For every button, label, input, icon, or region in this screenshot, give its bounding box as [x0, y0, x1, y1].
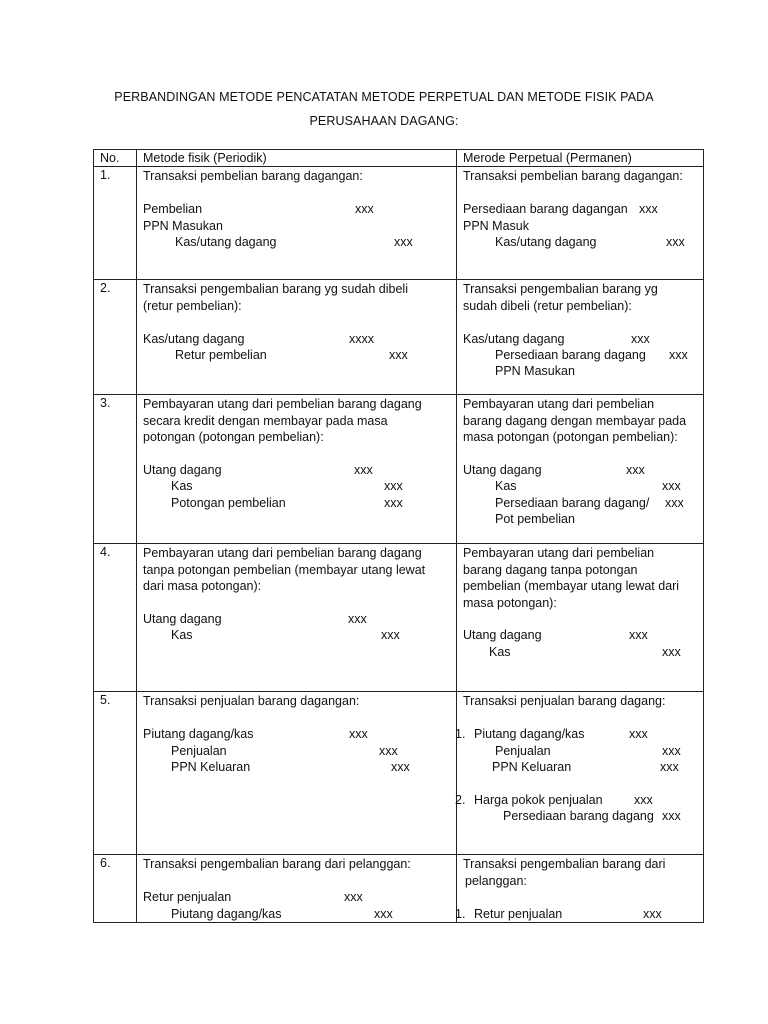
perpetual-cell: [457, 544, 704, 692]
debit-account: Utang dagang: [143, 462, 222, 477]
table-row: [94, 280, 704, 395]
credit-amount: xxx: [662, 743, 681, 758]
debit-account: PPN Masukan: [143, 218, 223, 233]
debit-amount: xxx: [643, 906, 662, 921]
credit-account: PPN Keluaran: [492, 759, 572, 774]
table-row: [94, 395, 704, 544]
fisik-description: Pembayaran utang dari pembelian barang dagang: [143, 397, 422, 412]
perpetual-description: pelanggan:: [465, 873, 527, 888]
credit-account: Kas: [171, 628, 193, 643]
document-title-line-2: PERUSAHAAN DAGANG:: [309, 114, 459, 128]
fisik-cell: [137, 280, 457, 395]
comparison-table: [93, 149, 704, 923]
debit-amount: xxx: [634, 792, 653, 807]
row-number: 6.: [94, 855, 137, 923]
debit-account: Piutang dagang/kas: [474, 727, 585, 742]
document-title-line-1: PERBANDINGAN METODE PENCATATAN METODE PERPETUAL DAN METODE FISIK PADA: [114, 90, 654, 104]
credit-account: Penjualan: [171, 743, 227, 758]
debit-amount: xxx: [629, 628, 648, 643]
credit-account: Persediaan barang dagang/: [495, 495, 650, 510]
credit-amount: xxx: [660, 759, 679, 774]
credit-amount: xxx: [384, 479, 403, 494]
credit-amount: xxx: [389, 347, 408, 362]
perpetual-description: Pembayaran utang dari pembelian: [463, 397, 655, 412]
perpetual-description: Transaksi pembelian barang dagangan:: [463, 169, 683, 184]
perpetual-description: barang dagang tanpa potongan: [463, 562, 638, 577]
credit-amount: xxx: [394, 234, 413, 249]
fisik-cell: [137, 855, 457, 923]
credit-amount: xxx: [379, 743, 398, 758]
debit-account: Kas/utang dagang: [463, 331, 565, 346]
credit-account: PPN Masukan: [495, 364, 575, 379]
perpetual-cell: [457, 167, 704, 280]
row-number: 1.: [94, 167, 137, 280]
credit-amount: xxx: [666, 234, 685, 249]
fisik-cell: [137, 544, 457, 692]
fisik-description: dari masa potongan):: [143, 579, 262, 594]
credit-amount: xxx: [662, 479, 681, 494]
list-number: 1.: [455, 906, 466, 921]
fisik-description: potongan (potongan pembelian):: [143, 430, 324, 445]
credit-amount: xxx: [669, 347, 688, 362]
debit-amount: xxx: [349, 727, 368, 742]
header-no: No.: [94, 150, 137, 167]
list-number: 1.: [455, 727, 466, 742]
fisik-description: Transaksi pengembalian barang yg sudah dibeli: [143, 282, 408, 297]
row-number: 3.: [94, 395, 137, 544]
debit-account: Utang dagang: [463, 628, 542, 643]
credit-account: Kas/utang dagang: [495, 234, 597, 249]
debit-account: Piutang dagang/kas: [143, 727, 254, 742]
perpetual-description: Transaksi pengembalian barang dari: [463, 857, 666, 872]
perpetual-cell: [457, 855, 704, 923]
credit-account: Kas: [489, 644, 511, 659]
credit-amount: xxx: [662, 644, 681, 659]
perpetual-cell: [457, 280, 704, 395]
table-row: [94, 855, 704, 923]
debit-amount: xxx: [348, 611, 367, 626]
fisik-cell: [137, 167, 457, 280]
debit-account: Kas/utang dagang: [143, 331, 245, 346]
debit-account: Persediaan barang dagangan: [463, 202, 628, 217]
header-perpetual: Merode Perpetual (Permanen): [457, 150, 704, 167]
perpetual-description: Transaksi pengembalian barang yg: [463, 282, 658, 297]
row-number: 5.: [94, 692, 137, 855]
debit-amount: xxx: [629, 727, 648, 742]
perpetual-description: barang dagang dengan membayar pada: [463, 413, 687, 428]
debit-account: Pembelian: [143, 202, 203, 217]
credit-account: Kas: [171, 479, 193, 494]
header-fisik: Metode fisik (Periodik): [137, 150, 457, 167]
credit-account: Penjualan: [495, 743, 551, 758]
perpetual-cell: [457, 395, 704, 544]
debit-account: Retur penjualan: [143, 890, 232, 905]
fisik-description: Transaksi pengembalian barang dari pelanggan:: [143, 857, 411, 872]
list-number: 2.: [455, 792, 466, 807]
credit-account: PPN Keluaran: [171, 759, 251, 774]
debit-account: Utang dagang: [143, 611, 222, 626]
perpetual-description: sudah dibeli (retur pembelian):: [463, 298, 632, 313]
perpetual-description: masa potongan):: [463, 595, 557, 610]
fisik-description: secara kredit dengan membayar pada masa: [143, 413, 388, 428]
perpetual-description: pembelian (membayar utang lewat dari: [463, 579, 680, 594]
debit-amount: xxx: [344, 890, 363, 905]
perpetual-description: Pembayaran utang dari pembelian: [463, 546, 655, 561]
debit-amount: xxx: [626, 462, 645, 477]
credit-account: Kas/utang dagang: [175, 234, 277, 249]
perpetual-cell: [457, 692, 704, 855]
perpetual-description: Transaksi penjualan barang dagang:: [463, 694, 666, 709]
credit-amount: xxx: [662, 809, 681, 824]
row-number: 2.: [94, 280, 137, 395]
debit-account: Utang dagang: [463, 462, 542, 477]
debit-amount: xxx: [639, 202, 658, 217]
perpetual-description: masa potongan (potongan pembelian):: [463, 430, 678, 445]
credit-account: Retur pembelian: [175, 347, 267, 362]
fisik-description: (retur pembelian):: [143, 298, 242, 313]
credit-amount: xxx: [665, 495, 684, 510]
table-row: [94, 167, 704, 280]
fisik-cell: [137, 395, 457, 544]
credit-amount: xxx: [374, 906, 393, 921]
fisik-description: tanpa potongan pembelian (membayar utang lewat: [143, 562, 426, 577]
debit-amount: xxx: [354, 462, 373, 477]
credit-amount: xxx: [381, 628, 400, 643]
table-row: [94, 544, 704, 692]
credit-account: Persediaan barang dagang: [503, 809, 654, 824]
credit-amount: xxx: [384, 495, 403, 510]
fisik-description: Transaksi penjualan barang dagangan:: [143, 694, 360, 709]
credit-account: Potongan pembelian: [171, 495, 286, 510]
table-header-row: [94, 150, 704, 167]
debit-account: PPN Masuk: [463, 218, 529, 233]
credit-account: Pot pembelian: [495, 512, 575, 527]
fisik-description: Transaksi pembelian barang dagangan:: [143, 169, 363, 184]
credit-account: Persediaan barang dagang: [495, 347, 646, 362]
fisik-cell: [137, 692, 457, 855]
debit-amount: xxxx: [349, 331, 374, 346]
row-number: 4.: [94, 544, 137, 692]
debit-amount: xxx: [631, 331, 650, 346]
debit-account: Retur penjualan: [474, 906, 563, 921]
credit-account: Kas: [495, 479, 517, 494]
fisik-description: Pembayaran utang dari pembelian barang dagang: [143, 546, 422, 561]
table-row: [94, 692, 704, 855]
debit-account: Harga pokok penjualan: [474, 792, 603, 807]
credit-account: Piutang dagang/kas: [171, 906, 282, 921]
debit-amount: xxx: [355, 202, 374, 217]
credit-amount: xxx: [391, 759, 410, 774]
